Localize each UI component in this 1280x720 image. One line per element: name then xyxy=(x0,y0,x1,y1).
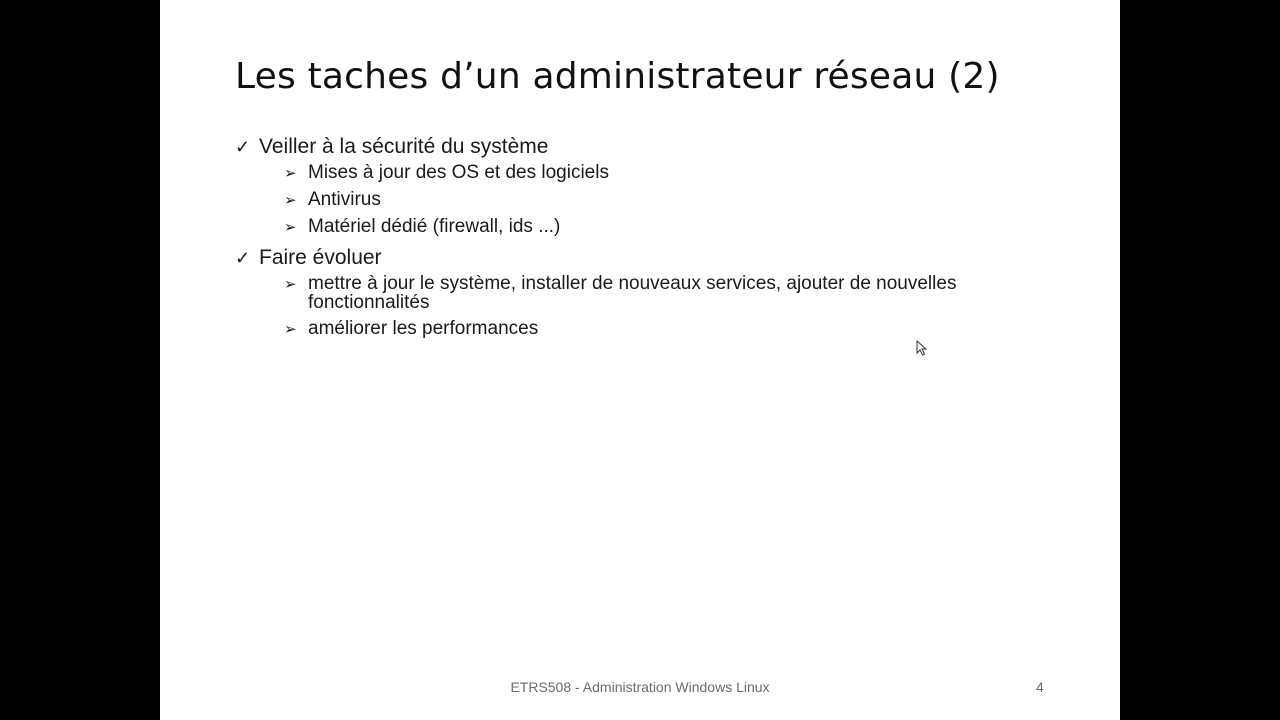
bullet-level2 xyxy=(284,274,1055,312)
check-icon: ✓ xyxy=(235,137,251,157)
sub-list xyxy=(284,163,1055,237)
arrowhead-icon: ➢ xyxy=(284,321,297,338)
slide-content xyxy=(235,133,1055,346)
bullet-label: Veiller à la sécurité du système xyxy=(259,135,549,158)
check-icon: ✓ xyxy=(235,248,251,268)
arrowhead-icon: ➢ xyxy=(284,219,297,236)
arrowhead-icon: ➢ xyxy=(284,276,297,293)
bullet-text: mettre à jour le système, installer de nouveaux services, ajouter de nouvelles fonctionnalités xyxy=(308,273,957,313)
slide-footer: ETRS508 - Administration Windows Linux xyxy=(510,679,770,695)
bullet-level2 xyxy=(284,190,1055,210)
bullet-text: Matériel dédié (firewall, ids ...) xyxy=(308,216,561,237)
sub-list xyxy=(284,274,1055,339)
slide-title: Les taches d’un administrateur réseau (2) xyxy=(235,56,1000,97)
page-number: 4 xyxy=(1036,679,1044,695)
bullet-text: Mises à jour des OS et des logiciels xyxy=(308,162,609,183)
bullet-level2 xyxy=(284,163,1055,183)
mouse-cursor-icon xyxy=(916,340,928,356)
bullet-level2 xyxy=(284,319,1055,339)
arrowhead-icon: ➢ xyxy=(284,165,297,182)
bullet-text: améliorer les performances xyxy=(308,318,539,339)
bullet-text: Antivirus xyxy=(308,189,381,210)
slide xyxy=(160,0,1120,720)
bullet-level1 xyxy=(235,244,1055,272)
bullet-label: Faire évoluer xyxy=(259,246,382,269)
arrowhead-icon: ➢ xyxy=(284,192,297,209)
bullet-level1 xyxy=(235,133,1055,161)
bullet-level2 xyxy=(284,217,1055,237)
